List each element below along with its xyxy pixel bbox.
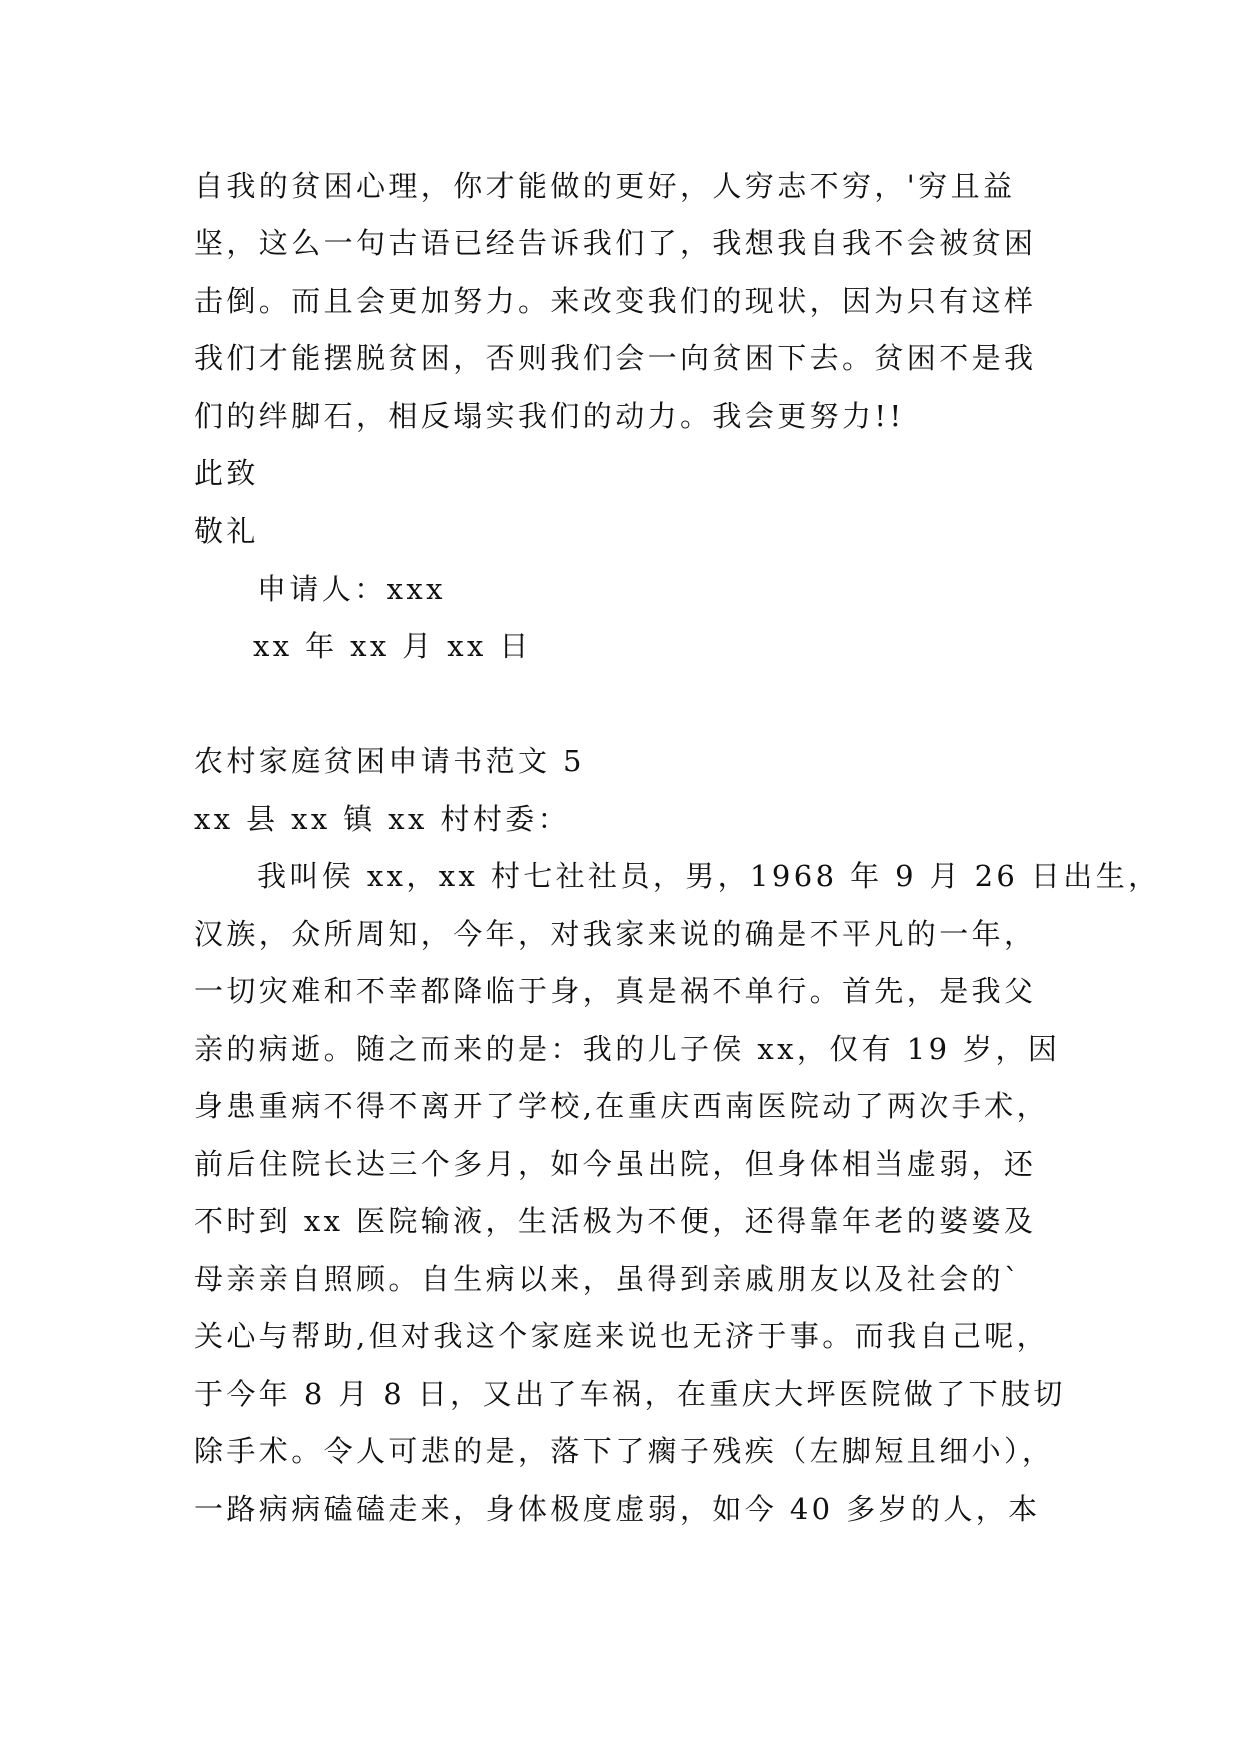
body-line: 一切灾难和不幸都降临于身，真是祸不单行。首先，是我父 (194, 974, 1037, 1008)
signature-applicant: 申请人：xxx (257, 572, 446, 606)
paragraph-line: 击倒。而且会更加努力。来改变我们的现状，因为只有这样 (194, 284, 1037, 318)
body-line: 一路病病磕磕走来，身体极度虚弱，如今 40 多岁的人，本 (194, 1492, 1041, 1526)
closing-regards: 敬礼 (194, 514, 259, 548)
signature-date: xx 年 xx 月 xx 日 (253, 629, 532, 663)
paragraph-line: 自我的贫困心理，你才能做的更好，人穷志不穷，'穷且益 (194, 169, 1016, 203)
addressee: xx 县 xx 镇 xx 村村委： (194, 802, 571, 836)
body-line: 前后住院长达三个多月，如今虽出院，但身体相当虚弱，还 (194, 1147, 1037, 1181)
body-line: 关心与帮助,但对我这个家庭来说也无济于事。而我自己呢， (194, 1319, 1050, 1353)
paragraph-line: 们的绊脚石，相反塌实我们的动力。我会更努力!! (194, 399, 905, 433)
body-line: 汉族，众所周知，今年，对我家来说的确是不平凡的一年， (194, 917, 1037, 951)
body-line: 于今年 8 月 8 日，又出了车祸，在重庆大坪医院做了下肢切 (194, 1377, 1066, 1411)
paragraph-line: 坚，这么一句古语已经告诉我们了，我想我自我不会被贫困 (194, 226, 1037, 260)
section-title: 农村家庭贫困申请书范文 5 (194, 744, 585, 778)
paragraph-line: 我们才能摆脱贫困，否则我们会一向贫困下去。贫困不是我 (194, 341, 1037, 375)
body-line: 不时到 xx 医院输液，生活极为不便，还得靠年老的婆婆及 (194, 1204, 1037, 1238)
body-line: 母亲亲自照顾。自生病以来，虽得到亲戚朋友以及社会的` (194, 1262, 1022, 1296)
body-line: 我叫侯 xx，xx 村七社社员，男，1968 年 9 月 26 日出生， (257, 859, 1161, 893)
body-line: 身患重病不得不离开了学校,在重庆西南医院动了两次手术， (194, 1089, 1050, 1123)
body-line: 除手术。令人可悲的是，落下了瘸子残疾（左脚短且细小）， (194, 1434, 1055, 1468)
closing-salutation: 此致 (194, 456, 259, 490)
body-line: 亲的病逝。随之而来的是：我的儿子侯 xx，仅有 19 岁，因 (194, 1032, 1061, 1066)
